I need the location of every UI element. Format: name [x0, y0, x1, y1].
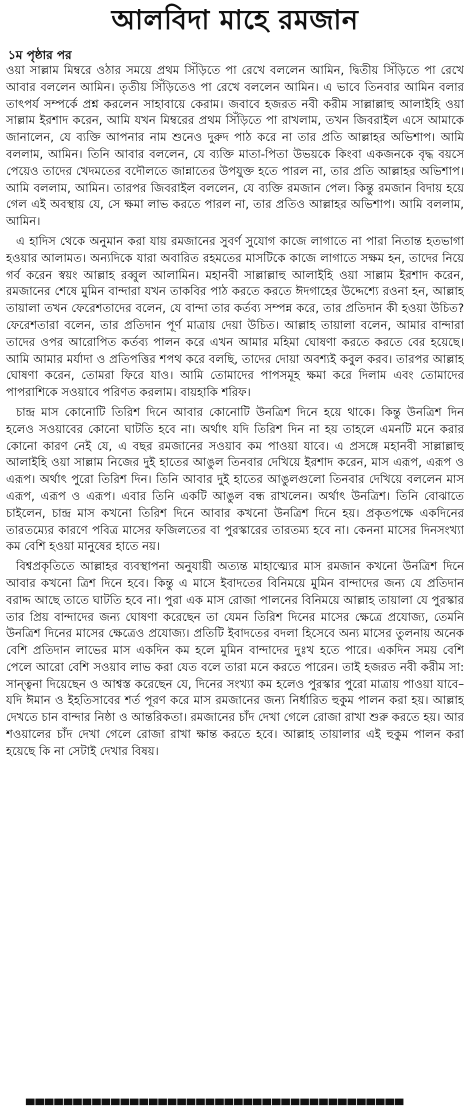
article-paragraph-1: ওয়া সাল্লাম মিম্বরে ওঠার সময়ে প্রথম সিঁড়িতে পা রেখে বললেন আমিন, দ্বিতীয় সিঁড়িতে পা রেখে আবার বললেন আমিন। তৃতীয় সিঁড়িতেও পা রেখে বললেন আমিন। এ ভাবে তিনবার আমিন বলার তাৎপর্য সম্পর্কে প্রশ্ন করলেন সাহাবায়ে কেরাম। জবাবে হজরত নবী করীম সাল্লাল্লাহু আলাইহি ওয়া সাল্লাম ইরশাদ করেন, আমি যখন মিম্বরের প্রথম সিঁড়িতে পা রাখলাম, তখন জিবরাইল এসে আমাকে জানালেন, যে ব্যক্তি আপনার নাম শুনেও দুরুদ পাঠ করে না তার প্রতি আল্লাহর অভিশাপ। আমি বললাম, আমিন। তিনি আবার বললেন, যে ব্যক্তি মাতা-পিতা উভয়কে কিংবা একজনকে বৃদ্ধ বয়সে পেয়েও তাদের খেদমতের বদৌলতে জান্নাতের উপযুক্ত হতে পারল না, তার প্রতি আল্লাহর অভিশাপ। আমি বললাম, আমিন। তারপর জিবরাইল বললেন, যে ব্যক্তি রমজান পেল। কিন্তু রমজান বিদায় হয়ে গেল এই অবস্থায় যে, সে ক্ষমা লাভ করতে পারল না, তার প্রতিও আল্লাহর অভিশাপ। আমি বললাম, আমিন। — [6, 63, 464, 229]
continued-from-label: ১ম পৃষ্ঠার পর — [8, 48, 72, 62]
article-paragraph-2: এ হাদিস থেকে অনুমান করা যায় রমজানের সুবর্ণ সুযোগ কাজে লাগাতে না পারা নিতান্ত হতভাগা হওয়ার আলামত। অন্যদিকে যারা অবারিত রহমতের মাসটিকে কাজে লাগাতে সক্ষম হন, তাদের নিয়ে গর্ব করেন স্বয়ং আল্লাহ রব্বুল আলামিন। মহানবী সাল্লাল্লাহু আলাইহি ওয়া সাল্লাম ইরশাদ করেন, রমজানের শেষে মুমিন বান্দারা যখন তাকবির পাঠ করতে করতে ঈদগাহের উদ্দেশ্যে রওনা হন, আল্লাহ তায়ালা তখন ফেরেশতাদের বলেন, যে বান্দা তার কর্তব্য সম্পন্ন করে, তার প্রতিদান কী হওয়া উচিত? ফেরেশতারা বলেন, তার প্রতিদান পূর্ণ মাত্রায় দেয়া উচিত। আল্লাহ তায়ালা বলেন, আমার বান্দারা তাদের ওপর আরোপিত কর্তব্য পালন করে এখন আমার মহিমা ঘোষণা করতে করতে বের হয়েছে। আমি আমার মর্যাদা ও প্রতিপত্তির শপথ করে বলছি, তাদের দোয়া অবশ্যই কবুল করব। তারপর আল্লাহ ঘোষণা করেন, তোমরা ফিরে যাও। আমি তোমাদের পাপসমূহ ক্ষমা করে দিলাম এবং তোমাদের পাপরাশিকে সওয়াবে পরিণত করলাম। বায়হাকি শরিফ। — [6, 233, 464, 400]
article-title: আলবিদা মাহে রমজান — [111, 5, 359, 36]
article-body — [6, 62, 464, 1092]
cropped-heading-fragment: ▀▀▀▀▀▀▀▀▀▀▀▀▀▀▀▀▀▀▀▀▀▀▀▀▀▀▀▀▀▀▀▀▀▀▀▀▀▀▀▀ — [26, 1099, 405, 1110]
cropped-next-heading — [0, 1098, 470, 1110]
article-paragraph-3: চান্দ্র মাস কোনোটি তিরিশ দিনে আবার কোনোটি উনত্রিশ দিনে হয়ে থাকে। কিন্তু উনত্রিশ দিন হলেও সওয়াবের কোনো ঘাটতি হবে না। অর্থাৎ যদি তিরিশ দিন না হয় তাহলে এমনটি মনে করার কোনো কারণ নেই যে, এ বছর রমজানের সওয়াব কম পাওয়া যাবে। এ প্রসঙ্গে মহানবী সাল্লাল্লাহু আলাইহি ওয়া সাল্লাম নিজের দুই হাতের আঙুল তিনবার দেখিয়ে ইরশাদ করেন, মাস এরূপ, এরূপ ও এরূপ। অর্থাৎ পুরো তিরিশ দিন। তিনি আবার দুই হাতের আঙুলগুলো তিনবার দেখিয়ে বললেন মাস এরূপ, এরূপ ও এরূপ। এবার তিনি একটি আঙুল বন্ধ রাখলেন। অর্থাৎ উনত্রিশ। তিনি বোঝাতে চাইলেন, চান্দ্র মাস কখনো তিরিশ দিনে আবার কখনো উনত্রিশ দিনে হয়। প্রকৃতপক্ষে একদিনের তারতম্যের কারণে পবিত্র মাসের ফজিলতের বা পুরস্কারের তারতম্য হবে না। কেননা মাসের দিনসংখ্যা কম বেশি হওয়া মানুষের হাতে নয়। — [6, 404, 464, 554]
article-paragraph-4: বিশ্বপ্রকৃতিতে আল্লাহর ব্যবস্থাপনা অনুযায়ী অত্যন্ত মাহাত্ম্যের মাস রমজান কখনো উনত্রিশ দিনে আবার কখনো ত্রিশ দিনে হবে। কিন্তু এ মাসে ইবাদতের বিনিময়ে মুমিন বান্দাদের জন্য যে প্রতিদান বরাদ্দ আছে তাতে ঘাটতি হবে না। পুরা এক মাস রোজা পালনের বিনিময়ে আল্লাহ তায়ালা যে পুরস্কার তার প্রিয় বান্দাদের জন্য ঘোষণা করেছেন তা যেমন তিরিশ দিনের মাসের ক্ষেত্রে প্রযোজ্য, তেমনি উনত্রিশ দিনের মাসের ক্ষেত্রেও প্রযোজ্য। প্রতিটি ইবাদতের বদলা হিসেবে অন্য মাসের তুলনায় অনেক বেশি প্রতিদান লাভের মাস একদিন কম হলে মুমিন বান্দাদের দুঃখ হতে পারে। একদিন সময় বেশি পেলে আরো বেশি সওয়াব লাভ করা যেত বলে তারা মনে করতে পারেন। তাই হজরত নবী করীম সা: সান্ত্বনা দিয়েছেন ও আশ্বস্ত করেছেন যে, দিনের সংখ্যা কম হলেও পুরস্কার পুরো মাত্রায় পাওয়া যাবে– যদি ঈমান ও ইহতিসাবের শর্ত পূরণ করে মাস রমজানের জন্য নির্ধারিত হুকুম পালন করা হয়। আল্লাহ দেখতে চান বান্দার নিষ্ঠা ও আন্তরিকতা। রমজানের চাঁদ দেখা গেলে রোজা রাখা শুরু করতে হয়। আর শওয়ালের চাঁদ দেখা গেলে রোজা রাখা ক্ষান্ত করতে হবে। আল্লাহ তায়ালার এই হুকুম পালন করা হয়েছে কি না সেটাই দেখার বিষয়। — [6, 559, 464, 758]
